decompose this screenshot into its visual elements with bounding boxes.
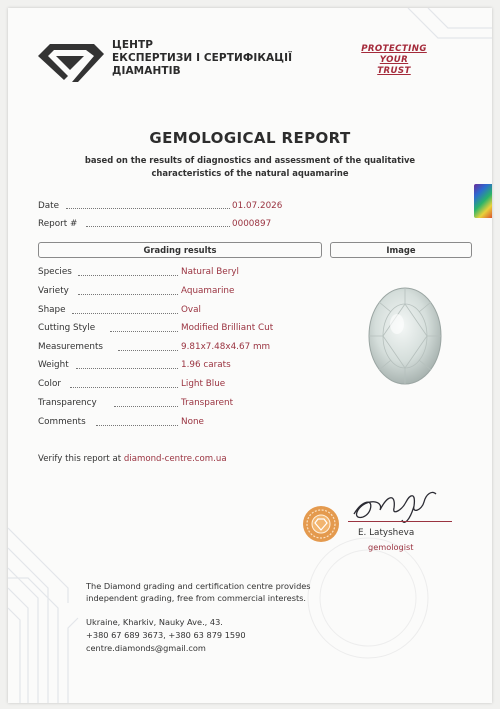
- about-line-1: The Diamond grading and certification centre provides: [86, 581, 311, 591]
- weight-value: 1.96 carats: [181, 360, 231, 370]
- contact-address: [86, 616, 246, 655]
- species-value: Natural Beryl: [181, 267, 239, 277]
- about-line-2: independent grading, free from commercial interests.: [86, 593, 307, 603]
- org-name-line-1: ЦЕНТР: [112, 39, 154, 51]
- hologram-sticker-icon: [474, 184, 492, 218]
- verify-text: Verify this report at: [38, 454, 124, 464]
- transparency-value: Transparent: [181, 398, 234, 408]
- grading-row-cutting-style: [38, 323, 328, 336]
- email-line: centre.diamonds@gmail.com: [86, 643, 206, 653]
- grading-row-shape: [38, 305, 328, 318]
- species-label: Species: [38, 267, 72, 277]
- date-label: Date: [38, 201, 60, 211]
- verify-line: [38, 454, 227, 464]
- about-text: [86, 580, 311, 604]
- date-value: 01.07.2026: [232, 201, 283, 211]
- signer-name: E. Latysheva: [358, 528, 415, 538]
- color-value: Light Blue: [181, 379, 226, 389]
- verify-link[interactable]: diamond-centre.com.ua: [123, 454, 227, 464]
- weight-label: Weight: [38, 360, 69, 370]
- slogan: [344, 44, 444, 77]
- orange-seal-icon: [302, 505, 340, 543]
- measurements-label: Measurements: [38, 342, 103, 352]
- report-number-value: 0000897: [232, 219, 272, 229]
- oval-aquamarine-gem-icon: [365, 284, 445, 388]
- organization-name: [112, 39, 292, 78]
- variety-label: Variety: [38, 286, 69, 296]
- org-name-line-2: ЕКСПЕРТИЗИ І СЕРТИФІКАЦІЇ: [112, 52, 293, 64]
- grading-row-species: [38, 267, 328, 280]
- subtitle-line-1: based on the results of diagnostics and assessment of the qualitative: [84, 155, 416, 165]
- grading-row-transparency: [38, 398, 328, 411]
- grading-results-header: Grading results: [38, 242, 322, 258]
- variety-value: Aquamarine: [181, 286, 235, 296]
- shape-label: Shape: [38, 305, 66, 315]
- image-header: Image: [330, 242, 472, 258]
- address-line: Ukraine, Kharkiv, Nauky Ave., 43.: [86, 617, 223, 627]
- report-title: GEMOLOGICAL REPORT: [149, 129, 351, 147]
- org-name-line-3: ДІАМАНТІВ: [112, 65, 181, 77]
- grading-row-measurements: [38, 342, 328, 355]
- slogan-line-1: PROTECTING: [361, 44, 427, 54]
- signer-role: gemologist: [368, 542, 414, 552]
- certificate-page: [8, 8, 492, 703]
- signature-line: [348, 521, 452, 522]
- grading-row-color: [38, 379, 328, 392]
- report-number-label: Report #: [38, 219, 78, 229]
- diamond-outline-logo-icon: [34, 38, 106, 84]
- grading-row-weight: [38, 360, 328, 373]
- color-label: Color: [38, 379, 61, 389]
- grading-row-variety: [38, 286, 328, 299]
- slogan-line-2: YOUR: [379, 55, 409, 65]
- subtitle-line-2: characteristics of the natural aquamarine: [151, 168, 349, 178]
- transparency-label: Transparency: [38, 398, 97, 408]
- cutting-style-value: Modified Brilliant Cut: [181, 323, 274, 333]
- cutting-style-label: Cutting Style: [38, 323, 96, 333]
- slogan-line-3: TRUST: [377, 66, 411, 76]
- report-subtitle: [38, 154, 462, 180]
- measurements-value: 9.81x7.48x4.67 mm: [181, 342, 271, 352]
- phone-line: +380 67 689 3673, +380 63 879 1590: [86, 630, 246, 640]
- comments-value: None: [181, 417, 204, 427]
- grading-row-comments: [38, 417, 328, 430]
- shape-value: Oval: [181, 305, 201, 315]
- comments-label: Comments: [38, 417, 86, 427]
